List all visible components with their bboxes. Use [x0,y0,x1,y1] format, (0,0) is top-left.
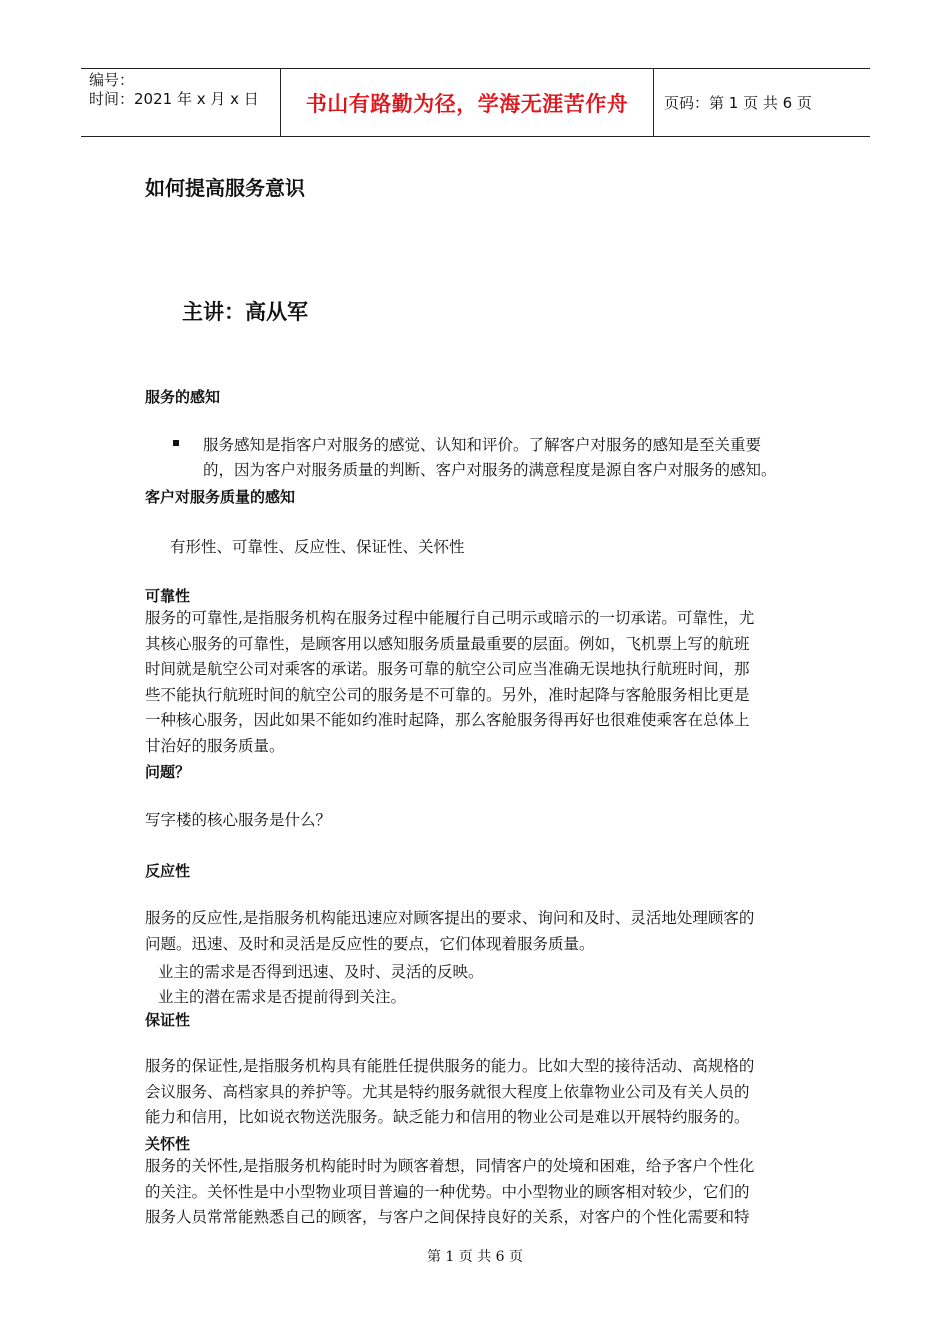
paragraph-line: 服务的保证性,是指服务机构具有能胜任提供服务的能力。比如大型的接待活动、高规格的 [145,1057,755,1075]
header-motto-cell [281,69,654,136]
bullet-line: 服务感知是指客户对服务的感觉、认知和评价。了解客户对服务的感知是至关重要 [203,436,762,454]
paragraph-line: 些不能执行航班时间的航空公司的服务是不可靠的。另外，准时起降与客舱服务相比更是 [145,685,750,704]
heading-care: 关怀性 [145,1135,191,1153]
paragraph-line: 服务的可靠性,是指服务机构在服务过程中能履行自己明示或暗示的一切承诺。可靠性，尤 [145,609,755,627]
responsiveness-item: 业主的需求是否得到迅速、及时、灵活的反映。 [158,963,484,981]
paragraph-line: 甘治好的服务质量。 [145,736,285,755]
paragraph-line: 一种核心服务，因此如果不能如约准时起降，那么客舱服务得再好也很难使乘客在总体上 [145,711,750,729]
paragraph-line: 会议服务、高档家具的养护等。尤其是特约服务就很大程度上依靠物业公司及有关人员的 [145,1082,750,1101]
heading-responsiveness: 反应性 [145,862,191,880]
document-number-label: 编号： [89,71,135,89]
paragraph-reliability [145,606,815,759]
header-table [81,68,870,137]
responsiveness-item: 业主的潜在需求是否提前得到关注。 [158,988,407,1006]
paragraph-responsiveness [145,906,815,957]
header-page-info: 页码：第 1 页 共 6 页 [664,94,812,112]
section-heading-quality-perception: 客户对服务质量的感知 [145,488,296,506]
paragraph-line: 时间就是航空公司对乘客的承诺。服务可靠的航空公司应当准确无误地执行航班时间，那 [145,660,750,678]
paragraph-line: 服务人员常常能熟悉自己的顾客，与客户之间保持良好的关系，对客户的个性化需要和特 [145,1208,750,1226]
paragraph-line: 其核心服务的可靠性，是顾客用以感知服务质量最重要的层面。例如，飞机票上写的航班 [145,634,750,653]
document-date: 时间：2021 年 x 月 x 日 [89,90,259,108]
bullet-icon [173,440,179,446]
page-footer: 第 1 页 共 6 页 [426,1249,524,1265]
header-meta [81,69,281,136]
speaker-line: 主讲：高从军 [182,300,308,324]
section-heading-perception: 服务的感知 [145,388,221,406]
bullet-line: 的，因为客户对服务质量的判断、客户对服务的满意程度是源自客户对服务的感知。 [203,461,777,479]
paragraph-line: 服务的关怀性,是指服务机构能时时为顾客着想，同情客户的处境和困难，给予客户个性化 [145,1157,755,1175]
paragraph-line: 服务的反应性,是指服务机构能迅速应对顾客提出的要求、询问和及时、灵活地处理顾客的 [145,909,755,927]
quality-dimensions: 有形性、可靠性、反应性、保证性、关怀性 [170,538,465,556]
paragraph-line: 的关注。关怀性是中小型物业项目普遍的一种优势。中小型物业的顾客相对较少，它们的 [145,1182,750,1201]
paragraph-line: 能力和信用，比如说衣物送洗服务。缺乏能力和信用的物业公司是难以开展特约服务的。 [145,1108,750,1126]
paragraph-care [145,1154,815,1231]
header-motto: 书山有路勤为径，学海无涯苦作舟 [305,91,629,116]
bullet-paragraph [203,433,813,483]
heading-reliability: 可靠性 [145,587,191,605]
document-title: 如何提高服务意识 [145,176,305,200]
paragraph-line: 问题。迅速、及时和灵活是反应性的要点，它们体现着服务质量。 [145,934,595,953]
paragraph-assurance [145,1054,815,1131]
question-text: 写字楼的核心服务是什么？ [145,811,332,829]
heading-question: 问题？ [145,763,191,781]
heading-assurance: 保证性 [145,1011,191,1029]
